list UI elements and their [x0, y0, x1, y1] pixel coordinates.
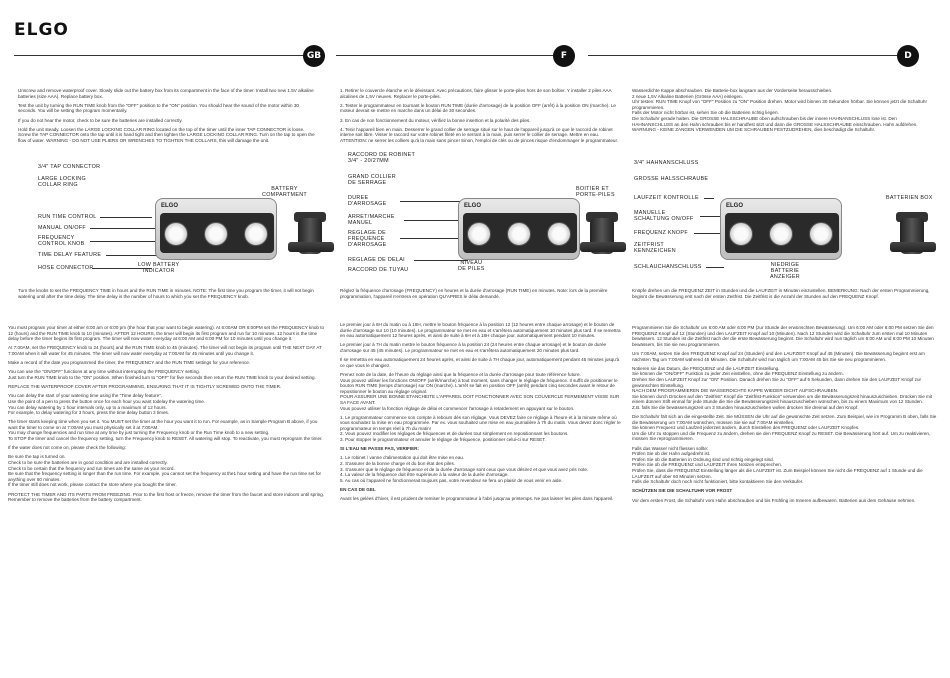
- label-collar-ring: LARGE LOCKING COLLAR RING: [38, 176, 86, 188]
- run-time-knob: [164, 222, 188, 246]
- paragraph: Wasserdichte Kappe abschrauben. Die Batterie-box langsam aus der Vorderseite herausschieben. 2 neue 1,5V Alkaline Batterien (Grösse AAA) einlegen. Uhr testen: RUN TIME Knopf von "OFF" Position zu "ON" Position drehen. Motor wird binnen 30 Sekunden hörbar. Sie können jetzt die Schaltuhr programmieren. Falls der Motor nicht hörbar ist, sehen Sie ob die Batterien richtig liegen. Die Schaltuhr gerade halten. Die GROSSE HALSSCHRAUBE oben aufschrauben bis der innere HAHNANSCHLUSS lose ist. Den HAHNANSCHLUSS an den Hahn schrauben bis er handfest sitzt und dann die GROSSE HALSSCHRAUBE einschrauben. Hahn aufdrehen. WARNUNG - KEINE ZANGEN VERWENDEN UM DIE SCHRAUBEN FESTZUDREHEN, dies beschädigt die Schaltuhr.: [632, 88, 927, 133]
- paragraph: Falls das Wasser nicht fliessen sollte: Prüfen Sie ob der Hahn aufgedreht ist. Prüfen Sie ob die Batterien in Ordnung sind und richtig eingelegt sind. Prüfen Sie ob die FREQUENZ und LAUFZEIT Ihren Notizen entsprechen. Prüfen Sie, dass die FREQUENZ Einstellung länger als die LAUFZEIT ist. Zum Beispiel können Sie nicht die FREQUENZ auf 1 Stunde und die LAUFZEIT auf über 60 Minuten setzen. Falls die Schaltuhr doch noch nicht funktioniert, bitte kontaktieren Sie den Verkäufer.: [632, 445, 923, 485]
- timer-front: [155, 198, 277, 260]
- label-manual: ARRET/MARCHE MANUEL: [348, 214, 395, 226]
- de-timer-diagram: [632, 150, 942, 280]
- header-rule: [336, 55, 564, 56]
- label-battery-compartment: BOITIER ET PORTE-PILES: [576, 186, 615, 198]
- frequency-knob: [204, 222, 228, 246]
- label-tap-connector: 3/4" HAHNANSCHLUSS: [634, 160, 699, 166]
- label-hose: SCHLAUCHANSCHLUSS: [634, 264, 702, 270]
- label-hose: RACCORD DE TUYAU: [348, 267, 409, 273]
- delay-knob: [547, 222, 571, 246]
- en-caption: Turn the knobs to set the FREQUENCY TIME in hours and the RUN TIME in minutes. NOTE: The first time you program the timer, it will not begin watering until after the time delay. The time delay is the number of hours to which you set the FREQUENCY knob.: [18, 288, 314, 299]
- timer-brand: ELGO: [726, 203, 744, 209]
- en-top-text: [18, 88, 318, 147]
- paragraph: Avant les gelées d'hiver, il est prudent de remiser le programmateur à l'abri jusqu'au printemps. Ne pas laisser les piles dans l'appareil.: [340, 496, 614, 502]
- label-run-time: DUREE D'ARROSAGE: [348, 195, 387, 207]
- paragraph: The timer starts keeping time when you set it. You MUST set the timer at the hour you want it to run. For example, as in Sample Program B above, if you want the timer to come on at 7:00AM you must physically set it at 7:00AM. You may change frequencies and run time at any time by just turning the Frequency knob or the Run Time knob to a new setting. To STOP the timer and cancel the frequency setting, turn the Frequency knob to RESET. All watering will stop. To reactivate, you must reprogram the timer.: [8, 419, 323, 442]
- paragraph: Make a record of the date you programmed the timer, the FREQUENCY and the RUN TIME settings for your reference.: [8, 360, 251, 366]
- section-heading: EN CAS DE GEL: [340, 487, 376, 492]
- paragraph: Prenez note de la date, de l'heure du réglage ainsi que la fréquence et la durée d'arrosage pour toute référence future. Vous pouvez utiliser les fonctions ON/OFF (arrêt/marche) à tout moment, sans changer le réglage de fréquence. Il suffit de positionner le bouton RUN TIME (temps d'arrosage) sur ON (marche). L'arrêt se fait en position OFF (arrêt) pendant cinq secondes avant le retour de repositionner le bouton au réglage original. POUR ASSURER UNE BONNE ETANCHEITE L'APPAREIL DOIT FONCTIONNER AVEC SON COUVERCLE FERMEMENT VISSE SUR SA FACE AVANT. Vous pouvez utiliser la fonction réglage de délai et commencer l'arrosage à retardement en appuyant sur le bouton.: [340, 371, 620, 411]
- fr-caption: Réglez la fréquence d'arrosage (FREQUENCY) en heures et la durée d'arrosage (RUN TIME) en minutes. Note: lors de la première programmation, l'appareil n'entrera en opération QU'APRES le délai demandé.: [340, 288, 608, 299]
- label-collar-ring: GRAND COLLIER DE SERRAGE: [348, 174, 396, 186]
- paragraph: Le premier jour à 7H du matin mettre le bouton fréquence à la position 24 (24 heures entre chaque arrosage) et le bouton de durée d'arrosage sur 45 (45 minutes). Le programmateur se met en eau et s'arrêtera automatiquement 20 minutes plus tard.: [340, 342, 607, 353]
- label-run-time: RUN TIME CONTROL: [38, 214, 97, 220]
- paragraph: 1. Le robinet / vanne d'alimentation qui doit être mise en eau. 2. S'assurer de la bonne charge et du bon état des piles. 3. S'assurer que le réglage de fréquence et de la durée d'arrosage sont ceux que vous désirez et que vous avez pris note. 4. La valeur de la fréquence doit être supérieure à la valeur de la durée d'arrosage. 5. Au cas où l'appareil ne fonctionnerait toujours pas, votre revendeur se fera un plaisir de vous venir en aide.: [340, 455, 589, 483]
- de-body-text: [632, 325, 937, 507]
- label-low-battery: NIVEAU DE PILES: [458, 260, 485, 272]
- paragraph: PROTECT THE TIMER AND ITS PARTS FROM FREEZING. Prior to the first frost or freeze, remove the timer from the faucet and store indoors until spring. Remember to remove the batteries from the battery compartment.: [8, 491, 325, 503]
- paragraph: Hold the unit steady. Loosen the LARGE LOCKING COLLAR RING located on the top of the timer until the inner TAP CONNECTOR is loose. Screw the TAP CONNECTOR onto the tap until it is hand tight and then tighten the LARGE LOCKING COLLAR RING. Turn on the tap to open the flow of water. WARNING - DO NOT USE PLIERS OR WRENCHES TO TIGHTEN THE COLLARS, this will damage the unit.: [18, 126, 315, 143]
- leader-line: [704, 198, 714, 199]
- timer-front: [720, 198, 842, 260]
- label-time-delay: TIME DELAY FEATURE: [38, 252, 102, 258]
- paragraph: Le premier jour à 6H du matin ou à 18H, mettre le bouton fréquence à la position 12 (12 heures entre chaque arrosage) et le bouton de durée d'arrosage sur 10 (10 minutes). Le programmateur se met en eau et s'arrêtera automatiquement 10 minutes plus tard. Il se remettra en eau automatiquement 12 heures après, et ainsi de suite à 6H et à 18H chaque jour, automatiquement pendant 10 minutes.: [340, 322, 621, 339]
- paragraph: 4. Tenir l'appareil bien en main. Desserrer le grand collier de serrage situé sur le haut de l'appareil jusqu'à ce que le raccord de robinet interne soit libre. Visser le raccord sur votre robinet fileté en le serrant à la main, puis serrer le collier de serrage. Mettre en eau. ATTENTION: ne serrer les colliers qu'à la main sans pince! Sinon, l'emploi de clés ou de pinces risque d'endommager le programmateur.: [340, 126, 619, 143]
- timer-side-view: [288, 212, 334, 258]
- leader-line: [706, 267, 724, 268]
- paragraph: Vor dem ersten Frost, die Schaltuhr vom Hahn abschrauben und bis Frühling im Inneren aufbewaren. Batterien aus dem Gehäuse nehmen.: [632, 497, 916, 503]
- paragraph: Be sure the tap is turned on. Check to be sure the batteries are in good condition and are installed correctly. Check to be certain that the frequency and run times are the same as your record. Be sure that the frequency setting is longer than the run time. For example, you cannot set the frequency at the1 hour setting and have the run time set for anything over 60 minutes. If the timer still does not work, please contact the store where you bought the timer.: [8, 454, 322, 488]
- paragraph: REPLACE THE WATERPROOF COVER AFTER PROGRAMMING, ENSURING THAT IT IS TIGHTLY SCREWED ONTO THE TIMER.: [8, 384, 282, 390]
- section-heading: SCHÜTZEN SIE DIE SCHALTUHR VOR FROST: [632, 488, 733, 494]
- leader-line: [414, 260, 468, 261]
- fr-body-text: [340, 322, 625, 505]
- run-time-knob: [467, 222, 491, 246]
- fr-timer-diagram: [340, 150, 625, 280]
- header-rule: [14, 55, 316, 56]
- paragraph: 1. Retirer le couvercle étanche en le dévissant. Avec précautions, faire glisser le porte-piles hors de son boîtier. Y installer 2 piles AAA alcalines de 1,5V neuves. Replacer le porte-piles.: [340, 88, 612, 99]
- delay-knob: [244, 222, 268, 246]
- en-body-text: [8, 325, 328, 506]
- de-top-text: [632, 88, 932, 136]
- paragraph: If the water does not come on, please check the following:: [8, 445, 126, 451]
- delay-knob: [809, 222, 833, 246]
- leader-line: [92, 268, 152, 269]
- en-timer-diagram: [10, 150, 320, 280]
- language-badge-fr: F: [553, 45, 575, 67]
- label-manual: MANUAL ON/OFF: [38, 225, 87, 231]
- label-manual: MANUELLE SCHALTUNG ON/OFF: [634, 210, 694, 222]
- section-heading: SI L'EAU NE PASSE PAS, VERIFIER:: [340, 446, 420, 452]
- paragraph: Il se remettra en eau automatiquement 24 heures après, et ainsi de suite à 7H chaque jour, automatiquement pendant 45 minutes jusqu'à ce que vous le changiez.: [340, 357, 620, 368]
- paragraph: Unscrew and remove waterproof cover. Slowly slide out the battery box from its compartment in the face of the timer. Install two new 1.5V alkaline batteries (size AAA). Replace battery box.: [18, 88, 314, 99]
- paragraph: You can use the "ON/OFF" functions at any time without interrupting the FREQUENCY setting. Just turn the RUN TIME knob to the "ON" position. When finished turn to "OFF" for five seconds then return the RUN TIME knob to your desired setting.: [8, 369, 316, 380]
- paragraph: Um 7:00AM, setzen Sie den FREQUENZ Knopf auf 24 (Stunden) und den LAUFZEIT Knopf auf 45 (Minuten). Die Bewässerung beginnt erst am nächsten Tag um 7:00AM während 45 Minuten. Die Schaltuhr wird nun täglich um 7:00AM 45 bis Sie sie neu programmieren.: [632, 350, 925, 362]
- hose-outlet: [288, 242, 334, 252]
- timer-side-view: [580, 212, 626, 258]
- timer-front: [458, 198, 580, 260]
- paragraph: 1. Le programmateur commence son compte à rebours dès son réglage. Vous DEVEZ faire ce réglage à l'heure et à la minute même où vous souhaitez la mise en eau programmée. Par ex. vous souhaitez une mise en eau journalière à 7h du matin. Vous devez donc régler le programmateur en temps réel à 7h du matin! 2. Vous pouvez modifier les réglages de fréquences et de durées tout simplement en repositionnant les boutons. 3. Pour stopper le programmateur et annuler le réglage de fréquence, positionner celui-ci sur RESET.: [340, 414, 621, 443]
- de-caption: Knöpfe drehen um die FREQUENZ ZEIT in Stunden und die LAUFZEIT in Minuten einzustellen. BEMERKUNG: Nach der ersten Programmierung, beginnt die Bewässerung erst nach der ersten Zeitfrist. Die Zeitfrist is die Anzahl der Stunden auf den FREQUENZ Knopf.: [632, 288, 930, 299]
- label-frequency: REGLAGE DE FREQUENCE D'ARROSAGE: [348, 230, 387, 248]
- label-time-delay: ZEITFRIST KENNZEICHEN: [634, 242, 676, 254]
- paragraph: Notieren sie das Datum, die FREQUENZ und die LAUFZEIT Einstellung. Sie können die "ON/OFF" Funktion zu jeder Zeit einstellen, ohne die FREQUENZ Einstellung zu ändern. Drehen Sie den LAUFZEIT Knopf zur "ON" Position. Danach drehen Sie zu "OFF" auf 5 Sekunden, dann drehen Sie den LAUFZEIT Knopf zur gewünschten Einstellung. NACH DEM PROGRAMMIEREN DIE WASSERDICHTE KAPPE WIEDER DICHT AUFSCHRAUBEN. Sie können durch Drücken auf den "Zeitfrist" Knopf die "Zeitfrist-Funktion" verwenden um die Bewässerungszeit hinauszuschieben. Drücken Sie mit einem dünnen Stift einmal für jede Stunde die Sie die Bewässerungszeit hinauszuschieben wünschen, bis zu einem Maximum von 12 Stunden. Z.B. falls Sie die bewässerungszeit um 3 Stunden hinauszuschieben wollen drücken Sie dreimal auf den Knopf.: [632, 365, 933, 410]
- leader-line: [400, 201, 460, 202]
- label-low-battery: LOW BATTERY INDICATOR: [138, 262, 180, 274]
- leader-line: [100, 217, 152, 218]
- paragraph: 3. En cas de non fonctionnement du moteur, vérifiez la bonne insertion et la polarité des piles.: [340, 117, 531, 123]
- paragraph: 2. Tester le programmateur en tournant le bouton RUN TIME (durée d'arrosage) de la position OFF (arrêt) à la position ON (marche). Le moteur devrait se mettre en marche dans un délai de 30 secondes.: [340, 102, 616, 114]
- paragraph: Test the unit by turning the RUN TIME knob from the "OFF" position to the "ON" position. You should hear the sound of the motor within 30 seconds. You will be setting the program momentarily.: [18, 102, 299, 114]
- label-low-battery: NIEDRIGE BATTERIE ANZEIGER: [770, 262, 800, 280]
- timer-side-view: [890, 212, 936, 258]
- paragraph: You can delay the start of your watering time using the "Time delay feature". Use the point of a pen to press the button once for each hour you want todelay the watering time. You can delay watering by 1 hour intervals only, up to a maximum of 12 hours. For example, to delay watering for 3 hours, press the time delay button 3 times.: [8, 393, 206, 416]
- frequency-knob: [507, 222, 531, 246]
- hose-outlet: [580, 242, 626, 252]
- paragraph: Programmieren Sie die Schaltuhr um 6:00 AM oder 6:00 PM (zur Stunde der erwünschten Bewässerung). Um 6:00 AM oder 6:00 PM setzen Sie den FREQUENZ Knopf auf 12 (Stunden) und den LAUFZEIT Knopf auf 10 (Minuten). Nach 12 Stunden wird die Schaltuhr zum ersten mal 10 Minuten bewässern. 12 Stunden ist die Zeitfrist nach der die erste Bewässerung beginnt. Die Schaltuhr wird nun täglich um 6:00 AM und 6:00 PM 10 Minuten bewässern, bis Sie sie neu programmieren.: [632, 325, 934, 347]
- label-run-time: LAUFZEIT KONTROLLE: [634, 195, 699, 201]
- label-tap-connector: RACCORD DE ROBINET 3/4" - 20/27MM: [348, 152, 416, 164]
- timer-brand: ELGO: [161, 203, 179, 209]
- language-badge-gb: GB: [303, 45, 325, 67]
- fr-top-text: [340, 88, 625, 147]
- paragraph: You must program your timer at either 6:00 am or 6:00 pm (the hour that your want to begin watering). At 6:00AM OR 6:00PM set the FREQUENCY knob to 12 (hours) and the RUN TIME knob to 10 (minutes). AFTER 12 HOURS, the timer will begin its first program and run for 10 minutes. 12 hours is the time delay before the timer begins its first program. The timer will now water everyday at 6:00 AM and 6:00 PM for 10 minutes until you change it.: [8, 325, 325, 342]
- leader-line: [404, 220, 466, 221]
- leader-line: [90, 228, 160, 229]
- frequency-knob: [769, 222, 793, 246]
- label-tap-connector: 3/4" TAP CONNECTOR: [38, 164, 101, 170]
- label-battery-compartment: BATTERIEN BOX: [886, 195, 933, 201]
- label-collar-ring: GROSSE HALSSCHRAUBE: [634, 176, 709, 182]
- header-rule: [588, 55, 898, 56]
- label-battery-compartment: BATTERY COMPARTMENT: [262, 186, 308, 198]
- paragraph: At 7:00AM, set the FREQUENCY knob to 24 (hours) and the RUN TIME knob to 45 (minutes). The timer will not begin its program until THE NEXT DAY AT 7:00AM when it will water for 45 minutes. The timer will now water everyday at 7:00AM for 45 minutes until you change it.: [8, 345, 322, 356]
- hose-outlet: [890, 242, 936, 252]
- language-badge-de: D: [897, 45, 919, 67]
- label-time-delay: REGLAGE DE DELAI: [348, 257, 405, 263]
- brand-logo: ELGO: [14, 20, 69, 40]
- label-hose: HOSE CONNECTOR: [38, 265, 94, 271]
- label-frequency: FREQUENZ KNOPF: [634, 230, 688, 236]
- paragraph: Die Schaltuhr fält sich an die eingestellte Zeit. Sie MÜSSEN die Uhr auf die gewünschte Zeit setzen. Zum Beispiel, wie im Programm B oben, falls Sie die Bewässerung um 7:00AM wünschen, müssen Sie sie auf 7:00AM einstellen. Sie können Frequenz und Laufzeit jederzeit ändern, durch Einstellen des FREQUENZ oder LAUFZEIT Knopfes. Um die Uhr zu stoppen und die Frequenz zu ändern, drehen sie den FREQUENZ Knopf zu RESET. Die Bewässerung hört auf. Um zu reaktivieren, müssen Sie reprogrammieren.: [632, 414, 937, 442]
- leader-line: [700, 216, 720, 217]
- leader-line: [90, 241, 164, 242]
- paragraph: If you do not hear the motor, check to be sure the batteries are installed correctly.: [18, 117, 183, 123]
- run-time-knob: [729, 222, 753, 246]
- timer-brand: ELGO: [464, 203, 482, 209]
- label-frequency: FREQUENCY CONTROL KNOB: [38, 235, 85, 247]
